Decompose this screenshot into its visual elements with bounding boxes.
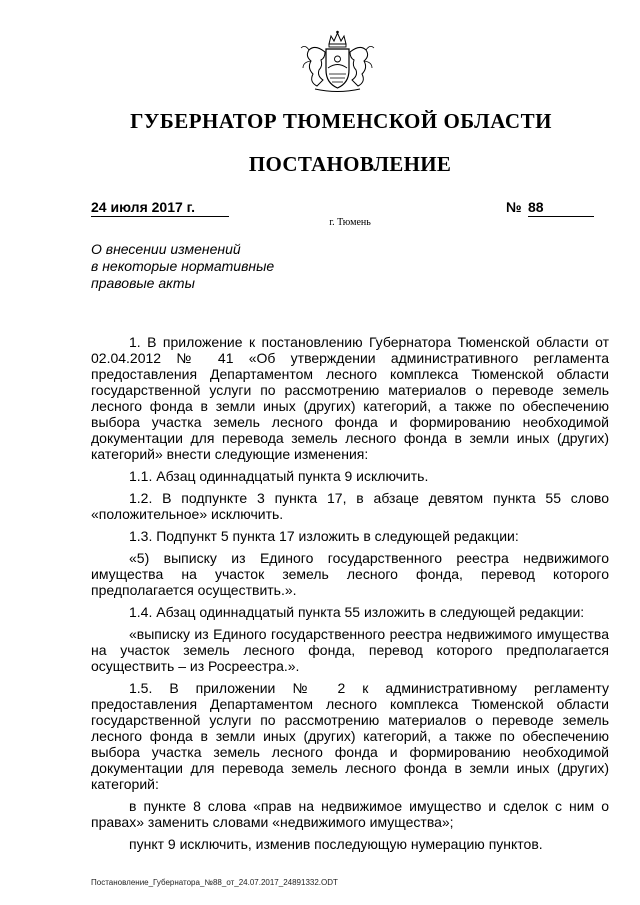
- footer-filename: Постановление_Губернатора_№88_от_24.07.2017_24891332.ODT: [91, 878, 338, 887]
- body-paragraph: 1. В приложение к постановлению Губернатора Тюменской области от 02.04.2012 № 41 «Об утверждении административного регламента предоставления Департаментом лесного комплекса Тюменской области государственной услуги по рассмотрению материалов о переводе земель лесного фонда в земли иных (других) категорий, а также по обеспечению выбора участка земель лесного фонда и формированию необходимой документации для перевода земель лесного фонда в земли иных (других) категорий» внести следующие изменения:: [91, 334, 609, 462]
- subject-line: О внесении изменений: [91, 241, 241, 257]
- document-number: 88: [528, 199, 594, 217]
- document-subject: [91, 241, 331, 292]
- coat-of-arms-emblem: [295, 28, 380, 96]
- body-paragraph: 1.4. Абзац одиннадцатый пункта 55 изложить в следующей редакции:: [129, 604, 585, 620]
- document-city: г. Тюмень: [329, 217, 371, 228]
- subject-line: правовые акты: [91, 275, 195, 291]
- body-paragraph: 1.5. В приложении № 2 к административному регламенту предоставления Департаментом лесного комплекса Тюменской области государственной услуги по рассмотрению материалов о переводе земель лесного фонда в земли иных (других) категорий, а также по обеспечению выбора участка земель лесного фонда и формированию необходимой документации для перевода земель лесного фонда в земли иных (других) категорий:: [91, 680, 609, 792]
- body-paragraph: в пункте 8 слова «прав на недвижимое имущество и сделок с ним о правах» заменить словами «недвижимого имущества»;: [91, 798, 609, 830]
- document-body: [91, 334, 609, 852]
- document-date: 24 июля 2017 г.: [91, 199, 229, 217]
- body-paragraph: пункт 9 исключить, изменив последующую нумерацию пунктов.: [129, 836, 543, 852]
- body-paragraph: «5) выписку из Единого государственного реестра недвижимого имущества на участок земель лесного фонда, перевод которого предполагается осуществить.».: [91, 550, 609, 598]
- body-paragraph: 1.1. Абзац одиннадцатый пункта 9 исключить.: [129, 468, 429, 484]
- issuer-title: ГУБЕРНАТОР ТЮМЕНСКОЙ ОБЛАСТИ: [130, 109, 552, 133]
- body-paragraph: 1.2. В подпункте 3 пункта 17, в абзаце девятом пункта 55 слово «положительное» исключить.: [91, 490, 609, 522]
- body-paragraph: «выписку из Единого государственного реестра недвижимого имущества на участок земель лесного фонда, перевод которого предполагается осуществить – из Росреестра.».: [91, 626, 609, 674]
- subject-line: в некоторые нормативные: [91, 258, 275, 274]
- document-number-label: №: [506, 199, 522, 215]
- document-type-heading: ПОСТАНОВЛЕНИЕ: [248, 152, 452, 176]
- body-paragraph: 1.3. Подпункт 5 пункта 17 изложить в следующей редакции:: [129, 528, 519, 544]
